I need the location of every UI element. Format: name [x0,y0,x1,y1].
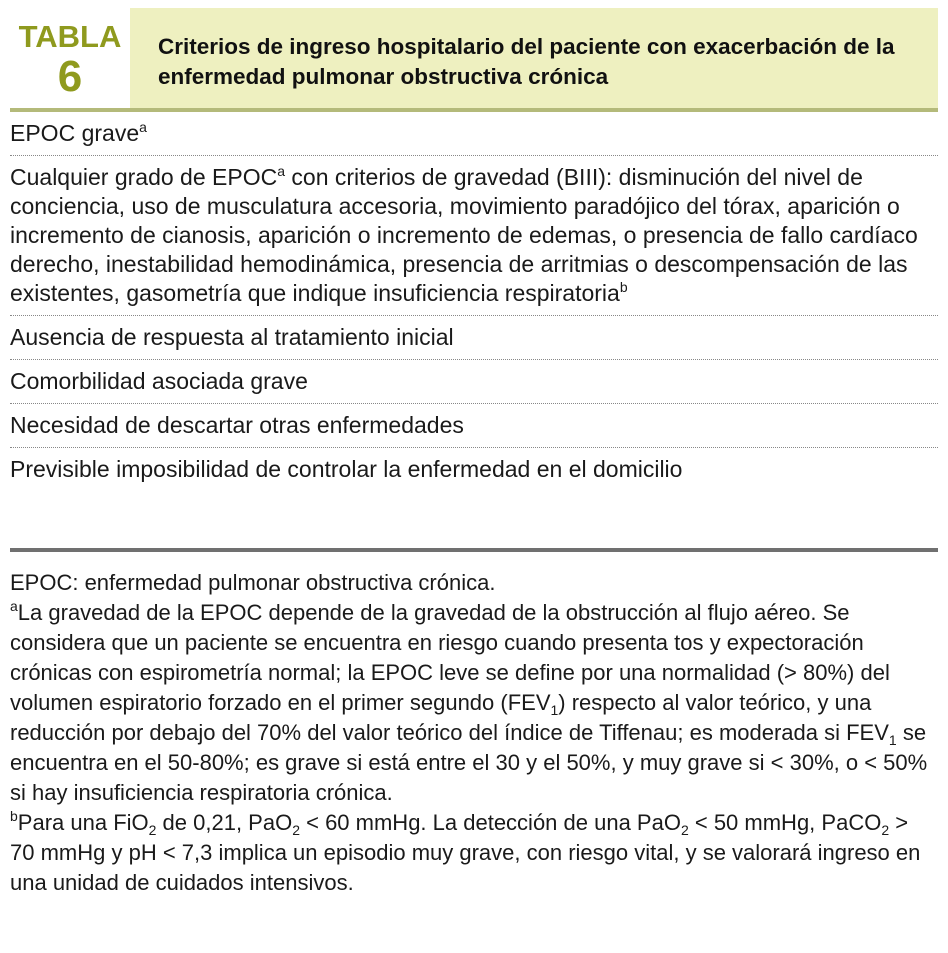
table-row [10,448,938,491]
table-number: 6 [57,52,83,101]
table-header [10,8,938,112]
row-text: EPOC grave [10,120,140,146]
abbreviation-note: EPOC: enfermedad pulmonar obstructiva crónica. [10,570,496,595]
row-text: Cualquier grado de EPOC [10,164,278,190]
footnote-text: < 60 mmHg. La detección de una PaO [300,810,681,835]
subscript: 1 [888,732,897,748]
subscript: 2 [292,822,300,838]
footnote-text: ) respecto al valor teórico, y una reducción por debajo del 70% del valor teórico del índice de Tiffenau; es moderada si FEV [10,690,889,745]
table-title-box [130,8,938,112]
footnote-text: de 0,21, PaO [156,810,293,835]
row-text: Previsible imposibilidad de controlar la enfermedad en el domicilio [10,456,683,482]
row-text: Comorbilidad asociada grave [10,368,308,394]
table-row [10,316,938,360]
subscript: 2 [881,822,890,838]
footnote-mark: a [277,163,286,179]
table-row [10,112,938,156]
row-text: Necesidad de descartar otras enfermedades [10,412,464,438]
criteria-table [10,112,938,491]
footnote-text: < 50 mmHg, PaCO [688,810,882,835]
table-label-text: TABLA [18,19,122,54]
subscript: 1 [550,702,559,718]
table-footnotes [10,568,938,898]
footnote-text: > 70 mmHg y pH < 7,3 implica un episodio muy grave, con riesgo vital, y se valorará ingreso en una unidad de cuidados intensivos. [10,810,921,895]
footnote-mark: a [10,598,18,614]
footnote-mark: a [139,119,147,135]
footnote-mark: b [619,279,628,295]
row-text: con criterios de gravedad (BIII): disminución del nivel de conciencia, uso de musculatura accesoria, movimiento paradójico del tórax, aparición o incremento de cianosis, aparición o incremento de edemas, o presencia de fallo cardíaco derecho, inestabilidad hemodinámica, presencia de arritmias o descompensación de las existentes, gasometría que indique insuficiencia respiratoria [10,164,918,306]
footnote-text: se encuentra en el 50-80%; es grave si está entre el 30 y el 50%, y muy grave si < 30%, o < 50% si hay insuficiencia respiratoria crónica. [10,720,928,805]
footnote-a [10,598,938,808]
table-row [10,404,938,448]
table-row [10,156,938,316]
bottom-rule [10,548,938,552]
footnote-text: Para una FiO [17,810,149,835]
footnote-text: La gravedad de la EPOC depende de la gravedad de la obstrucción al flujo aéreo. Se considera que un paciente se encuentra en riesgo cuando presenta tos y expectoración crónicas con espirometría normal; la EPOC leve se define por una normalidad (> 80%) del volumen espiratorio forzado en el primer segundo (FEV [10,600,890,715]
table-title: Criterios de ingreso hospitalario del paciente con exacerbación de la enfermedad pulmonar obstructiva crónica [158,34,895,89]
row-text: Ausencia de respuesta al tratamiento inicial [10,324,454,350]
footnote-b [10,808,938,898]
footnote-mark: b [10,808,18,824]
table-row [10,360,938,404]
subscript: 2 [680,822,689,838]
subscript: 2 [148,822,157,838]
table-label [10,8,130,112]
